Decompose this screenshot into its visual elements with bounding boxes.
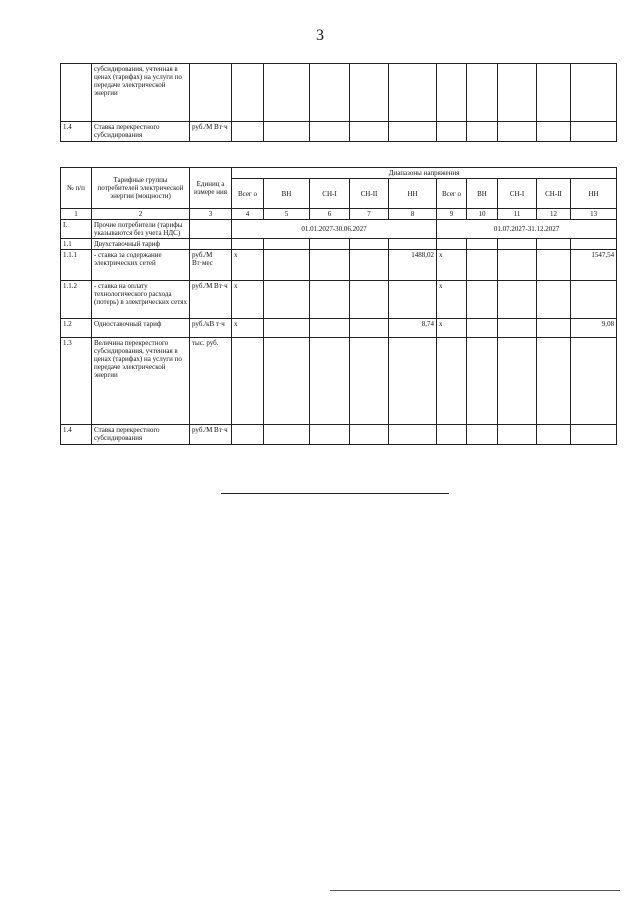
value-cell <box>310 319 350 338</box>
value-cell <box>537 122 571 142</box>
value-cell <box>467 281 498 319</box>
table-row <box>61 64 617 122</box>
row-num: 1.4 <box>61 425 92 445</box>
value-cell: 1547,54 <box>571 250 617 281</box>
value-cell <box>350 281 389 319</box>
value-cell <box>389 64 437 122</box>
header-col: ВН <box>467 179 498 209</box>
col-number: 2 <box>92 209 190 220</box>
value-cell <box>389 425 437 445</box>
value-cell <box>310 64 350 122</box>
row-name: Ставка перекрестного субсидирования <box>92 425 190 445</box>
header-col: СН-I <box>498 179 537 209</box>
value-cell <box>310 425 350 445</box>
col-number: 12 <box>537 209 571 220</box>
col-number: 10 <box>467 209 498 220</box>
row-num: 1.3 <box>61 338 92 425</box>
row-unit: руб./М Вт·ч <box>190 122 232 142</box>
value-cell <box>437 425 467 445</box>
row-num: 1.1.2 <box>61 281 92 319</box>
value-cell <box>350 338 389 425</box>
value-cell <box>310 122 350 142</box>
value-cell <box>264 64 310 122</box>
section-name: Прочие потребители (тарифы указываются без учета НДС) <box>92 220 190 239</box>
header-col: СН-II <box>537 179 571 209</box>
row-num: 1.4 <box>61 122 92 142</box>
value-cell <box>389 338 437 425</box>
col-number: 1 <box>61 209 92 220</box>
value-cell <box>498 250 537 281</box>
value-cell <box>498 122 537 142</box>
value-cell <box>310 250 350 281</box>
header-unit: Единиц а измере ния <box>190 168 232 209</box>
row-name: - ставка за содержание электрических сетей <box>92 250 190 281</box>
row-name: Ставка перекрестного субсидирования <box>92 122 190 142</box>
header-num: № п/п <box>61 168 92 209</box>
value-cell <box>389 281 437 319</box>
value-cell: х <box>232 281 264 319</box>
table-row <box>61 338 617 425</box>
value-cell <box>437 64 467 122</box>
value-cell <box>350 239 389 250</box>
row-unit: руб./М Вт·ч <box>190 425 232 445</box>
value-cell: х <box>437 319 467 338</box>
value-cell <box>498 319 537 338</box>
value-cell <box>571 338 617 425</box>
row-name: Двухставочный тариф <box>92 239 190 250</box>
value-cell: х <box>232 319 264 338</box>
value-cell <box>264 319 310 338</box>
col-number: 8 <box>389 209 437 220</box>
section-period-2: 01.07.2027-31.12.2027 <box>437 220 617 239</box>
value-cell <box>571 239 617 250</box>
value-cell <box>537 319 571 338</box>
table-row <box>61 250 617 281</box>
table-row <box>61 239 617 250</box>
value-cell <box>264 425 310 445</box>
value-cell <box>264 250 310 281</box>
value-cell <box>350 64 389 122</box>
value-cell: х <box>437 250 467 281</box>
value-cell <box>498 64 537 122</box>
value-cell: х <box>232 250 264 281</box>
header-col: НН <box>571 179 617 209</box>
value-cell: х <box>437 281 467 319</box>
table-row <box>61 122 617 142</box>
col-number: 6 <box>310 209 350 220</box>
value-cell: 1488,02 <box>389 250 437 281</box>
value-cell <box>498 239 537 250</box>
value-cell <box>467 338 498 425</box>
col-number: 11 <box>498 209 537 220</box>
value-cell <box>264 338 310 425</box>
row-unit: руб./М Вт·ч <box>190 281 232 319</box>
value-cell <box>571 425 617 445</box>
value-cell <box>467 64 498 122</box>
col-number: 13 <box>571 209 617 220</box>
row-name: Одноставочный тариф <box>92 319 190 338</box>
value-cell <box>264 122 310 142</box>
row-unit <box>190 64 232 122</box>
row-unit <box>190 239 232 250</box>
value-cell <box>498 281 537 319</box>
row-num <box>61 64 92 122</box>
table-row <box>61 319 617 338</box>
col-number: 4 <box>232 209 264 220</box>
value-cell <box>467 319 498 338</box>
value-cell <box>571 122 617 142</box>
header-col: НН <box>389 179 437 209</box>
value-cell <box>437 122 467 142</box>
value-cell <box>537 425 571 445</box>
value-cell <box>310 338 350 425</box>
header-ranges: Диапазоны напряжения <box>232 168 617 179</box>
value-cell <box>498 425 537 445</box>
value-cell <box>232 122 264 142</box>
value-cell <box>310 281 350 319</box>
value-cell <box>264 239 310 250</box>
value-cell <box>264 281 310 319</box>
value-cell <box>232 239 264 250</box>
value-cell <box>537 338 571 425</box>
row-unit: тыс. руб. <box>190 338 232 425</box>
row-unit: руб./кВ т·ч <box>190 319 232 338</box>
value-cell <box>350 425 389 445</box>
col-number: 9 <box>437 209 467 220</box>
table-row <box>61 281 617 319</box>
value-cell <box>537 64 571 122</box>
footer-line <box>330 890 620 891</box>
value-cell <box>571 64 617 122</box>
header-col: СН-II <box>350 179 389 209</box>
row-name: субсидирования, учтенная в ценах (тарифах) на услуги по передаче электрической энергии <box>92 64 190 122</box>
row-name: - ставка на оплату технологического расхода (потерь) в электрических сетях <box>92 281 190 319</box>
value-cell <box>537 281 571 319</box>
value-cell <box>467 122 498 142</box>
header-col: Всег о <box>437 179 467 209</box>
row-name: Величина перекрестного субсидирования, учтенная в ценах (тарифах) на услуги по передаче электрической энергии <box>92 338 190 425</box>
tariff-table <box>60 167 617 445</box>
page-number: 3 <box>316 27 324 44</box>
value-cell <box>350 319 389 338</box>
value-cell <box>232 425 264 445</box>
value-cell <box>232 338 264 425</box>
value-cell <box>467 250 498 281</box>
col-number: 5 <box>264 209 310 220</box>
row-num: 1.1 <box>61 239 92 250</box>
value-cell <box>350 122 389 142</box>
value-cell <box>350 250 389 281</box>
header-col: СН-I <box>310 179 350 209</box>
value-cell <box>437 239 467 250</box>
value-cell <box>537 239 571 250</box>
value-cell <box>537 250 571 281</box>
header-col: ВН <box>264 179 310 209</box>
section-divider-line <box>221 493 449 494</box>
value-cell <box>498 338 537 425</box>
table-row <box>61 425 617 445</box>
row-unit: руб./М Вт·мес <box>190 250 232 281</box>
value-cell <box>232 64 264 122</box>
header-group: Тарифные группы потребителей электрической энергии (мощности) <box>92 168 190 209</box>
value-cell <box>467 239 498 250</box>
continuation-table <box>60 63 617 142</box>
value-cell: 9,08 <box>571 319 617 338</box>
row-num: 1.2 <box>61 319 92 338</box>
header-col: Всег о <box>232 179 264 209</box>
value-cell <box>389 239 437 250</box>
value-cell <box>467 425 498 445</box>
section-num: I. <box>61 220 92 239</box>
value-cell <box>571 281 617 319</box>
value-cell: 8,74 <box>389 319 437 338</box>
section-period-1: 01.01.2027-30.06.2027 <box>232 220 437 239</box>
value-cell <box>437 338 467 425</box>
col-number: 7 <box>350 209 389 220</box>
value-cell <box>310 239 350 250</box>
value-cell <box>389 122 437 142</box>
row-num: 1.1.1 <box>61 250 92 281</box>
col-number: 3 <box>190 209 232 220</box>
